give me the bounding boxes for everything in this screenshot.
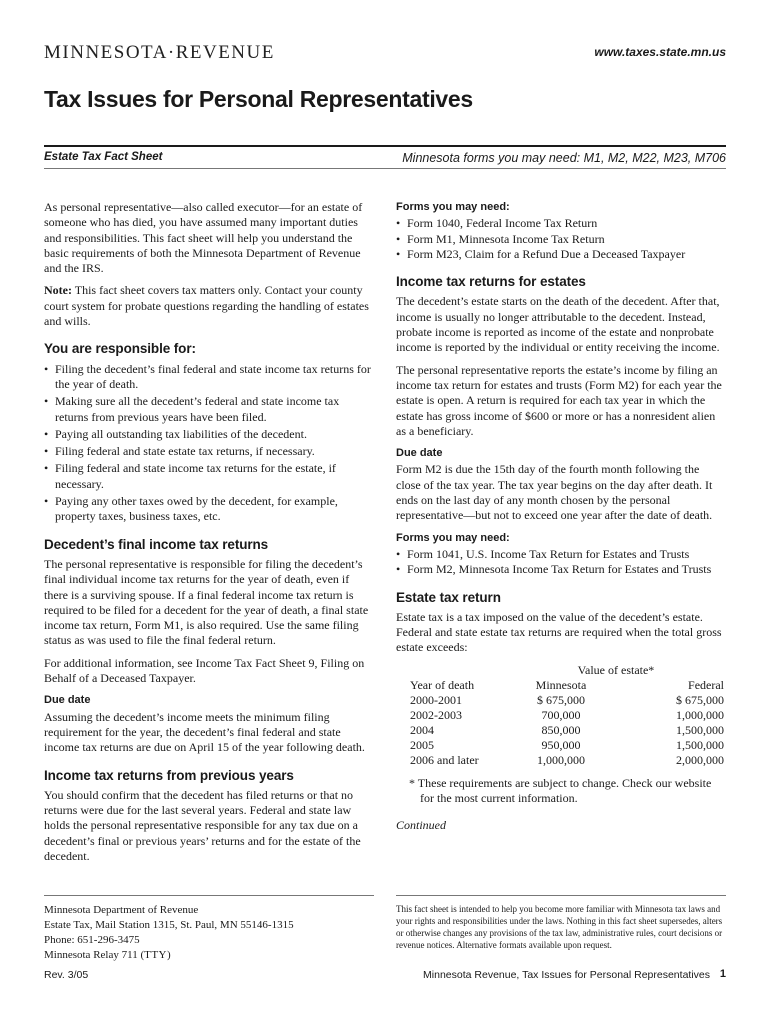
forms-needed-label: Minnesota forms you may need: M1, M2, M22, M23, M706 bbox=[402, 151, 726, 165]
table-header-year: Year of death bbox=[410, 677, 475, 692]
brand-logo: MINNESOTA·REVENUE bbox=[44, 42, 275, 63]
continued-label: Continued bbox=[396, 818, 446, 833]
table-cell-minnesota: 1,000,000 bbox=[537, 752, 585, 767]
table-cell-year: 2006 and later bbox=[410, 752, 479, 767]
note-paragraph bbox=[44, 283, 374, 329]
estate-value-table bbox=[396, 663, 726, 768]
table-cell-minnesota: 950,000 bbox=[541, 737, 581, 752]
revision-date: Rev. 3/05 bbox=[44, 969, 89, 981]
table-cell-year: 2002-2003 bbox=[410, 707, 462, 722]
table-cell-federal: 1,000,000 bbox=[676, 707, 724, 722]
left-column bbox=[44, 200, 374, 871]
table-cell-federal: 2,000,000 bbox=[676, 752, 724, 767]
website-url: www.taxes.state.mn.us bbox=[594, 45, 726, 59]
fact-sheet-label: Estate Tax Fact Sheet bbox=[44, 151, 163, 163]
responsible-list bbox=[44, 362, 374, 525]
previous-years-heading: Income tax returns from previous years bbox=[44, 767, 294, 783]
relay-text: Minnesota Relay 711 ( bbox=[44, 949, 145, 961]
forms2-list bbox=[396, 547, 726, 578]
intro-paragraph: As personal representative—also called executor—for an estate of someone who has died, you have assumed many important duties and responsibilities. This fact sheet will help you understand the basic requirements of both the Minnesota Department of Revenue and the IRS. bbox=[44, 200, 363, 276]
estate-tax-heading: Estate tax return bbox=[396, 589, 501, 605]
forms-heading: Forms you may need: bbox=[396, 201, 510, 213]
page-number: 1 bbox=[719, 968, 726, 980]
table-row bbox=[396, 723, 726, 738]
final-returns-paragraph: The personal representative is responsible for filing the decedent’s final individual income tax returns for the year of death, even if there is a surviving spouse. If a final federal income tax return is required to be filed for a decedent for the year of death, a final state income tax return, Form M1, is also required. Use the same filing status as was used to file the final federal return. bbox=[44, 556, 369, 648]
estate-income-paragraph-2: The personal representative reports the estate’s income by filing an income tax return for estates and trusts (Form M2) for each year the estate is open. A return is required for each tax year in which the estate has gross income of $600 or more or has a nonresident alien as a beneficiary. bbox=[396, 362, 722, 438]
mail-address: Estate Tax, Mail Station 1315, St. Paul, MN 55146-1315 bbox=[44, 919, 294, 931]
list-item: • Form M23, Claim for a Refund Due a Deceased Taxpayer bbox=[396, 247, 726, 262]
list-item: • Filing federal and state income tax returns for the estate, if necessary. bbox=[44, 461, 374, 492]
table-value-header: Value of estate* bbox=[577, 662, 655, 677]
table-cell-minnesota: 700,000 bbox=[541, 707, 581, 722]
relay-line bbox=[44, 948, 294, 963]
estate-tax-paragraph: Estate tax is a tax imposed on the value of the decedent’s estate. Federal and state estate tax returns are required when the total gross estate exceeds: bbox=[396, 609, 722, 655]
list-item: • Form 1041, U.S. Income Tax Return for Estates and Trusts bbox=[396, 547, 726, 562]
table-cell-year: 2005 bbox=[410, 737, 434, 752]
list-item: • Paying all outstanding tax liabilities of the decedent. bbox=[44, 427, 374, 442]
table-row bbox=[396, 738, 726, 753]
additional-info-paragraph: For additional information, see Income Tax Fact Sheet 9, Filing on Behalf of a Deceased Taxpayer. bbox=[44, 655, 365, 686]
list-item: • Filing federal and state estate tax returns, if necessary. bbox=[44, 444, 374, 459]
table-cell-year: 2000-2001 bbox=[410, 692, 462, 707]
list-item: • Paying any other taxes owed by the decedent, for example, property taxes, business taxes, etc. bbox=[44, 494, 374, 525]
estate-income-heading: Income tax returns for estates bbox=[396, 274, 586, 290]
table-footnote: * These requirements are subject to change. Check our website for the most current information. bbox=[409, 775, 712, 806]
footer-doc-title: Minnesota Revenue, Tax Issues for Personal Representatives bbox=[423, 969, 710, 981]
table-cell-federal: 1,500,000 bbox=[676, 722, 724, 737]
list-item: • Making sure all the decedent’s federal and state income tax returns from previous years have been filed. bbox=[44, 394, 374, 425]
list-item: • Form M2, Minnesota Income Tax Return for Estates and Trusts bbox=[396, 562, 726, 577]
org-name: Minnesota Department of Revenue bbox=[44, 904, 199, 916]
header-rule bbox=[44, 145, 726, 147]
footer-rule-left bbox=[44, 895, 374, 896]
table-row bbox=[396, 708, 726, 723]
estate-due-date-paragraph: Form M2 is due the 15th day of the fourth month following the close of the tax year. The tax year begins on the day after death. It ends on the last day of any month chosen by the personal representative—but not to exceed one year after the date of death. bbox=[396, 462, 713, 523]
contact-info bbox=[44, 903, 294, 963]
disclaimer-text: This fact sheet is intended to help you become more familiar with Minnesota tax laws and your rights and responsibilities under the laws. Nothing in this fact sheet supersedes, alters or otherwise changes any provisions of the tax law, administrative rules, court decisions or revenue notices. Alternative formats available upon request. bbox=[396, 904, 723, 950]
table-row bbox=[396, 753, 726, 768]
previous-years-paragraph: You should confirm that the decedent has filed returns or that no returns were due for the last several years. Federal and state law holds the personal representative responsible for any tax due on a decedent’s final or previous years’ returns and for the estate of the decedent. bbox=[44, 787, 361, 863]
estate-due-date-heading: Due date bbox=[396, 447, 443, 460]
page-title: Tax Issues for Personal Representatives bbox=[44, 86, 473, 112]
note-text: This fact sheet covers tax matters only. Contact your county court system for probate questions regarding the handling of estates and wills. bbox=[44, 283, 369, 329]
subheader-rule bbox=[44, 168, 726, 169]
right-column bbox=[396, 200, 726, 841]
table-row bbox=[396, 693, 726, 708]
footer-rule-right bbox=[396, 895, 726, 896]
table-cell-federal: $ 675,000 bbox=[676, 692, 724, 707]
forms-list bbox=[396, 216, 726, 262]
table-cell-federal: 1,500,000 bbox=[676, 737, 724, 752]
table-cell-year: 2004 bbox=[410, 722, 434, 737]
due-date-heading: Due date bbox=[44, 694, 91, 707]
list-item: • Filing the decedent’s final federal and state income tax returns for the year of death. bbox=[44, 362, 374, 393]
phone-number: Phone: 651-296-3475 bbox=[44, 934, 140, 946]
estate-income-paragraph-1: The decedent’s estate starts on the death of the decedent. After that, income is usually no longer attributable to the decedent. Instead, probate income is reported as income of the estate and nonprobate income is reported by the individual or entity receiving the income. bbox=[396, 294, 720, 355]
tty-label: TTY bbox=[144, 949, 167, 961]
list-item: • Form 1040, Federal Income Tax Return bbox=[396, 216, 726, 231]
table-header-federal: Federal bbox=[688, 677, 724, 692]
final-returns-heading: Decedent’s final income tax returns bbox=[44, 536, 269, 552]
responsible-heading: You are responsible for: bbox=[44, 341, 196, 357]
relay-close: ) bbox=[167, 949, 171, 961]
table-header-minnesota: Minnesota bbox=[535, 677, 587, 692]
list-item: • Form M1, Minnesota Income Tax Return bbox=[396, 232, 726, 247]
due-date-paragraph: Assuming the decedent’s income meets the minimum filing requirement for the year, the decedent’s final federal and state income tax returns are due on April 15 of the year following death. bbox=[44, 709, 365, 755]
note-label: Note: bbox=[44, 283, 72, 298]
forms2-heading: Forms you may need: bbox=[396, 531, 510, 544]
table-cell-minnesota: $ 675,000 bbox=[537, 692, 585, 707]
table-cell-minnesota: 850,000 bbox=[541, 722, 581, 737]
